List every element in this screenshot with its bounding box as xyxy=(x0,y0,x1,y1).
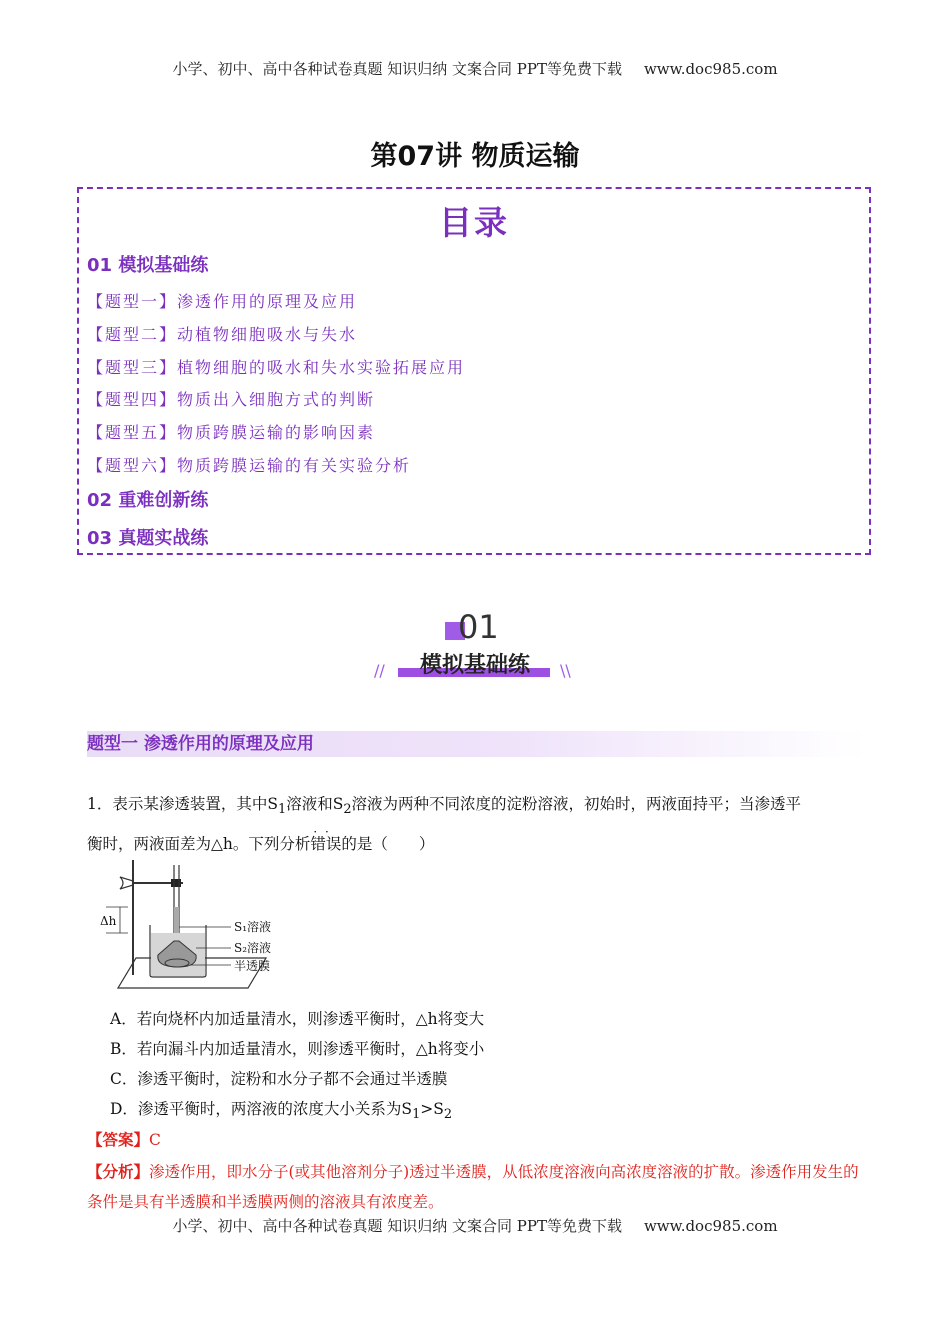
osmosis-apparatus-svg xyxy=(98,855,298,995)
option-c[interactable]: C．渗透平衡时，淀粉和水分子都不会通过半透膜 xyxy=(110,1070,448,1088)
subscript: 1 xyxy=(412,1107,421,1123)
emphasized-word: 错误 · · xyxy=(310,835,341,853)
banner-slash-left: // xyxy=(374,661,385,680)
header-text: 小学、初中、高中各种试卷真题 知识归纳 文案合同 PPT等免费下载 xyxy=(172,60,622,78)
toc-item-3[interactable]: 【题型三】植物细胞的吸水和失水实验拓展应用 xyxy=(87,358,466,377)
toc-section-3[interactable]: 03 真题实战练 xyxy=(87,528,209,549)
question-stem xyxy=(87,787,867,862)
header-url[interactable]: www.doc985.com xyxy=(643,60,778,78)
analysis-label: 【分析】 xyxy=(87,1163,150,1181)
delta-h-label: Δh xyxy=(100,914,117,928)
option-d-text: D．渗透平衡时，两溶液的浓度大小关系为S xyxy=(110,1100,413,1118)
option-d[interactable] xyxy=(110,1097,452,1122)
answer-value: C xyxy=(149,1131,161,1149)
section-banner xyxy=(370,606,580,686)
question-text: 1．表示某渗透装置，其中S xyxy=(87,795,278,813)
option-a[interactable]: A．若向烧杯内加适量清水，则渗透平衡时，△h将变大 xyxy=(110,1010,485,1028)
toc-item-5[interactable]: 【题型五】物质跨膜运输的影响因素 xyxy=(87,423,376,442)
page-footer xyxy=(0,1215,950,1236)
page-header xyxy=(0,58,950,79)
banner-slash-right: \\ xyxy=(560,661,571,680)
answer-line xyxy=(87,1128,161,1150)
subscript: 2 xyxy=(443,1107,453,1123)
option-b[interactable]: B．若向漏斗内加适量清水，则渗透平衡时，△h将变小 xyxy=(110,1040,485,1058)
analysis-text: 渗透作用，即水分子(或其他溶剂分子)透过半透膜，从低浓度溶液向高浓度溶液的扩散。渗透作用发生的条件是具有半透膜和半透膜两侧的溶液具有浓度差。 xyxy=(87,1163,859,1211)
analysis-paragraph xyxy=(87,1157,867,1217)
footer-url[interactable]: www.doc985.com xyxy=(643,1217,778,1235)
banner-number: 01 xyxy=(458,608,499,646)
toc-item-6[interactable]: 【题型六】物质跨膜运输的有关实验分析 xyxy=(87,456,412,475)
banner-title: 模拟基础练 xyxy=(419,653,530,678)
lecture-title: 第07讲 物质运输 xyxy=(370,141,580,172)
footer-text: 小学、初中、高中各种试卷真题 知识归纳 文案合同 PPT等免费下载 xyxy=(172,1217,622,1235)
s1-label: S₁溶液 xyxy=(234,920,272,934)
question-text: 溶液为两种不同浓度的淀粉溶液，初始时，两液面持平；当渗透平 xyxy=(351,795,802,813)
table-of-contents xyxy=(77,187,871,555)
toc-section-2[interactable]: 02 重难创新练 xyxy=(87,490,209,511)
question-text: 溶液和S xyxy=(286,795,344,813)
toc-item-1[interactable]: 【题型一】渗透作用的原理及应用 xyxy=(87,292,358,311)
osmosis-apparatus-figure xyxy=(98,855,298,995)
subscript: 1 xyxy=(277,802,287,818)
type-heading: 题型一 渗透作用的原理及应用 xyxy=(87,731,865,757)
question-text: 的是（ ） xyxy=(341,835,435,854)
s2-label: S₂溶液 xyxy=(234,941,272,955)
toc-section-1[interactable]: 01 模拟基础练 xyxy=(87,255,209,276)
membrane-label: 半透膜 xyxy=(234,959,271,973)
toc-item-4[interactable]: 【题型四】物质出入细胞方式的判断 xyxy=(87,390,376,409)
question-text: 衡时，两液面差为△h。下列分析 xyxy=(87,835,311,854)
answer-label: 【答案】 xyxy=(87,1131,150,1149)
toc-item-2[interactable]: 【题型二】动植物细胞吸水与失水 xyxy=(87,325,358,344)
option-d-text: >S xyxy=(420,1100,444,1118)
toc-heading: 目录 xyxy=(439,203,509,242)
subscript: 2 xyxy=(343,802,352,818)
